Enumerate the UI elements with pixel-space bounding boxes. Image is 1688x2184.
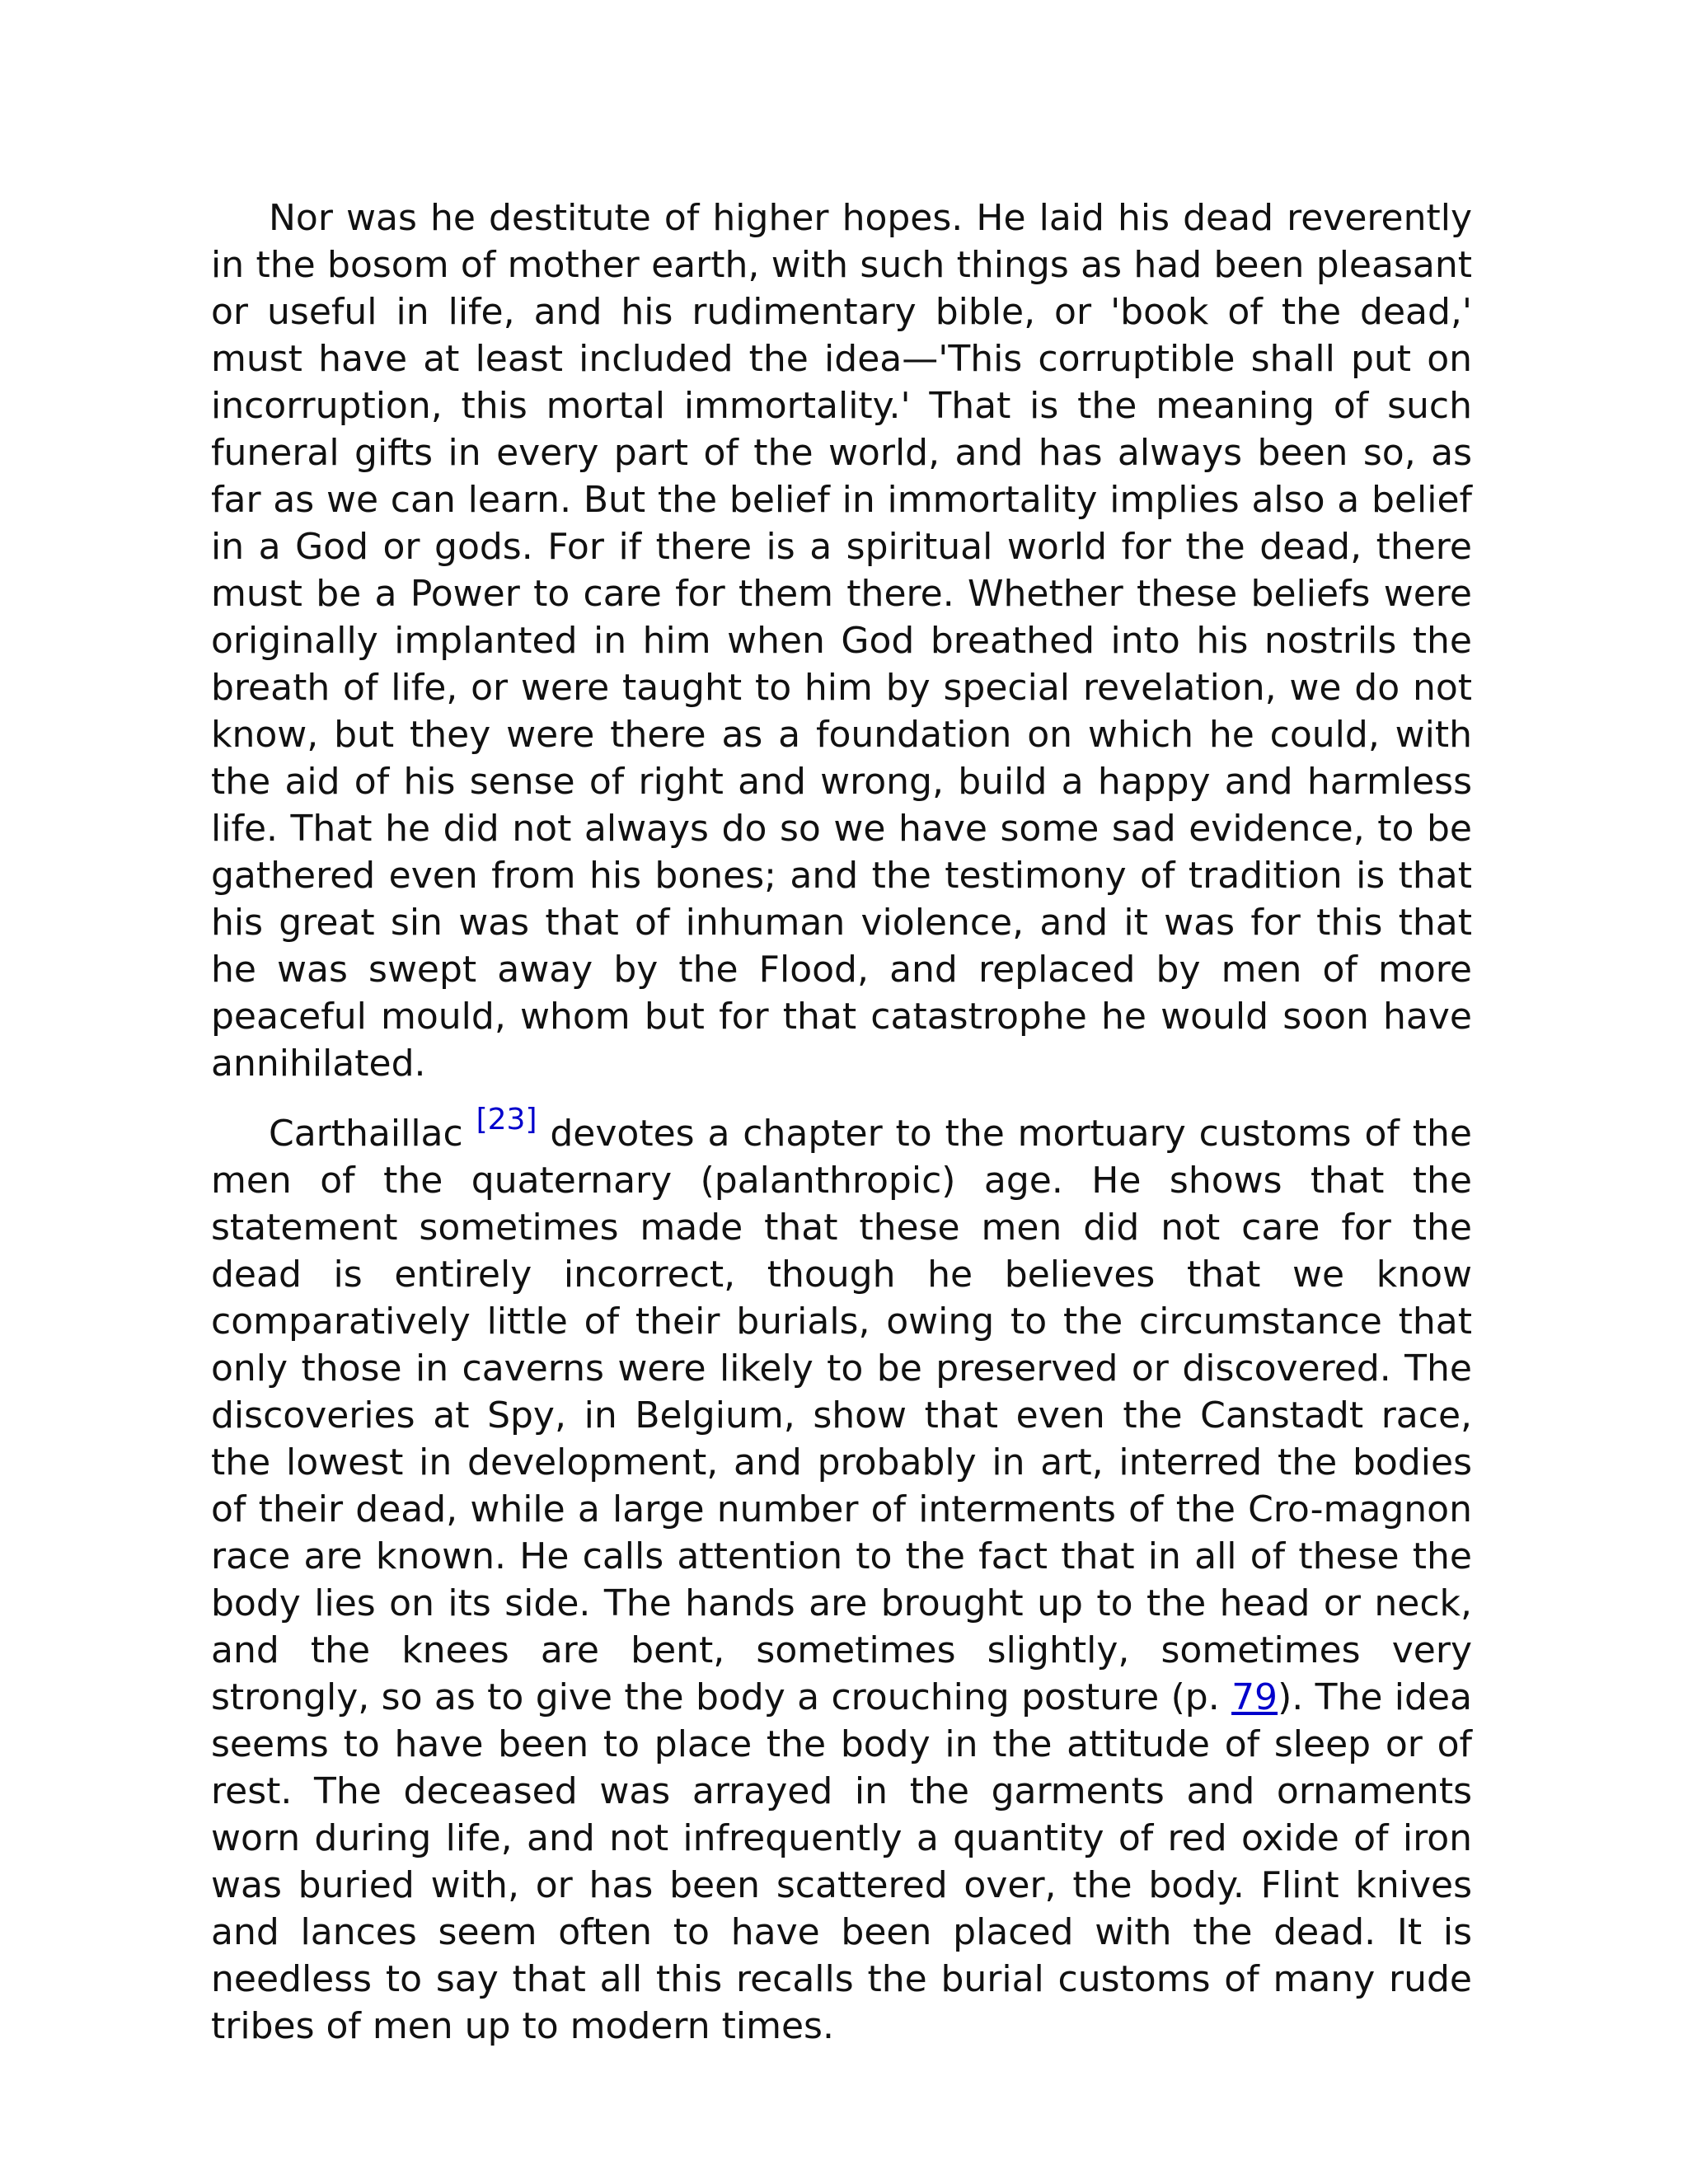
document-page — [211, 194, 1472, 2050]
paragraph-higher-hopes: Nor was he destitute of higher hopes. He laid his dead reverently in the bosom of mother earth, with such things as had been pleasant or useful in life, and his rudimentary bible, or 'book of the dead,' must have at least included the idea—'This corruptible shall put on incorruption, this mortal immortality.' That is the meaning of such funeral gifts in every part of the world, and has always been so, as far as we can learn. But the belief in immortality implies also a belief in a God or gods. For if there is a spiritual world for the dead, there must be a Power to care for them there. Whether these beliefs were originally implanted in him when God breathed into his nostrils the breath of life, or were taught to him by special revelation, we do not know, but they were there as a foundation on which he could, with the aid of his sense of right and wrong, build a happy and harmless life. That he did not always do so we have some sad evidence, to be gathered even from his bones; and the testimony of tradition is that his great sin was that of inhuman violence, and it was for this that he was swept away by the Flood, and replaced by men of more peaceful mould, whom but for that catastrophe he would soon have annihilated. — [211, 197, 1472, 1085]
footnote-link[interactable]: [23] — [476, 1103, 537, 1137]
page-reference-link[interactable]: 79 — [1231, 1676, 1278, 1718]
paragraph-mortuary-customs — [211, 1103, 1472, 2050]
paragraph-text-part: devotes a chapter to the mortuary customs of the men of the quaternary (palanthropic) age. He shows that the statement sometimes made that these men did not care for the dead is entirely incorrect, though he believes that we know comparatively little of their burials, owing to the circumstance that only those in caverns were likely to be preserved or discovered. The discoveries at Spy, in Belgium, show that even the Canstadt race, the lowest in development, and probably in art, interred the bodies of their dead, while a large number of interments of the Cro-magnon race are known. He calls attention to the fact that in all of these the body lies on its side. The hands are brought up to the head or neck, and the knees are bent, sometimes slightly, sometimes very strongly, so as to give the body a crouching posture (p. — [211, 1113, 1472, 1718]
paragraph-text-part: ). The idea seems to have been to place the body in the attitude of sleep or of rest. The deceased was arrayed in the garments and ornaments worn during life, and not infrequently a quantity of red oxide of iron was buried with, or has been scattered over, the body. Flint knives and lances seem often to have been placed with the dead. It is needless to say that all this recalls the burial customs of many rude tribes of men up to modern times. — [211, 1676, 1472, 2047]
author-name-text: Carthaillac — [269, 1113, 463, 1155]
